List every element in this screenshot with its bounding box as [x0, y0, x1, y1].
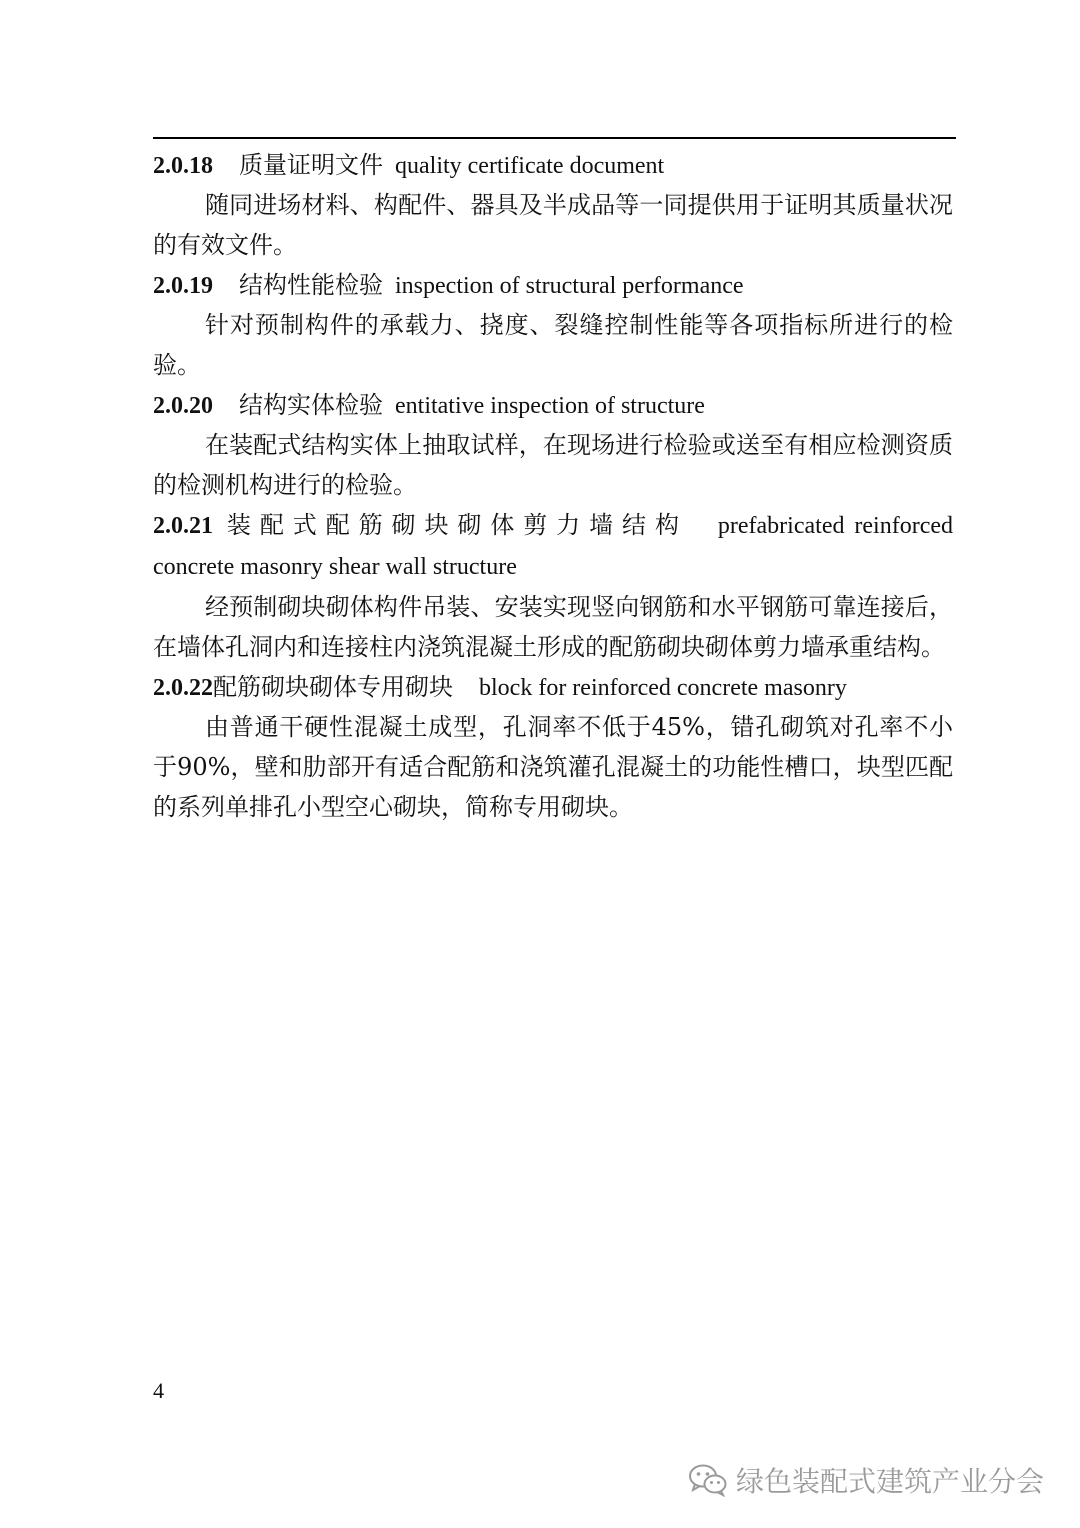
term-definition: 经预制砌块砌体构件吊装、安装实现竖向钢筋和水平钢筋可靠连接后，在墙体孔洞内和连接柱内浇筑混凝土形成的配筋砌块砌体剪力墙承重结构。 [153, 593, 953, 661]
document-body [153, 145, 953, 827]
term-title-en: quality certificate document [395, 153, 665, 179]
term-heading-2-0-18 [153, 145, 953, 185]
term-number: 2.0.21 [153, 513, 213, 539]
term-title-cn: 配筋砌块砌体专用砌块 [213, 673, 453, 701]
term-number: 2.0.18 [153, 153, 213, 179]
term-title-cn: 装配式配筋砌块砌体剪力墙结构 [223, 511, 688, 539]
watermark-text: 绿色装配式建筑产业分会 [735, 1465, 1044, 1498]
page-number: 4 [153, 1378, 164, 1403]
term-title-cn: 质量证明文件 [239, 151, 383, 179]
term-heading-2-0-22 [153, 667, 953, 707]
term-title-en: inspection of structural performance [395, 273, 744, 299]
wechat-icon [688, 1463, 728, 1497]
term-definition: 在装配式结构实体上抽取试样，在现场进行检验或送至有相应检测资质的检测机构进行的检验。 [153, 431, 953, 499]
term-number: 2.0.22 [153, 675, 213, 701]
header-rule [153, 137, 956, 139]
term-heading-2-0-20 [153, 385, 953, 425]
term-title-cn: 结构性能检验 [239, 271, 383, 299]
term-title-cn: 结构实体检验 [239, 391, 383, 419]
term-heading-2-0-19 [153, 265, 953, 305]
term-number: 2.0.19 [153, 273, 213, 299]
term-definition: 由普通干硬性混凝土成型，孔洞率不低于45%，错孔砌筑对孔率不小于90%，壁和肋部开有适合配筋和浇筑灌孔混凝土的功能性槽口，块型匹配的系列单排孔小型空心砌块，简称专用砌块。 [153, 713, 953, 821]
watermark [688, 1460, 1044, 1500]
term-definition: 针对预制构件的承载力、挠度、裂缝控制性能等各项指标所进行的检验。 [153, 311, 953, 379]
term-title-en: block for reinforced concrete masonry [479, 675, 847, 701]
term-definition: 随同进场材料、构配件、器具及半成品等一同提供用于证明其质量状况的有效文件。 [153, 191, 953, 259]
term-heading-2-0-21 [153, 505, 953, 587]
term-number: 2.0.20 [153, 393, 213, 419]
term-title-en: prefabricated reinforced concrete masonry shear wall structure [153, 513, 953, 580]
term-title-en: entitative inspection of structure [395, 393, 705, 419]
